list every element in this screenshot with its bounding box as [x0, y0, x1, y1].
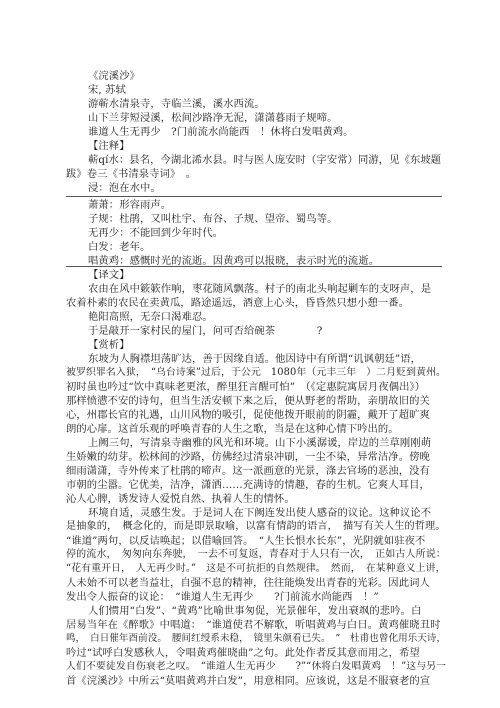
appreciation-line: 吟过“试呼白发感秋人，令唱黄鸡催晓曲”之句。此处作者反其意而用之，希望	[66, 647, 420, 659]
note-item: 蕲qí水：县名，今湖北浠水县。时与医人庞安时（字安常）同游，见《东坡题	[88, 154, 442, 166]
poem-line: 谁道人生无再少 ?门前流水尚能西 ！休将白发唱黄鸡。	[88, 126, 354, 138]
appreciation-line: 心，州郡长官的礼遇，山川风物的吸引，促使他拨开眼前的阴霾，戴开了超旷爽	[66, 409, 430, 421]
appreciation-line: 人们惯用“白发”、“黄鸡”比喻世事匆促，光景催年，发出衰飒的悲吟。白	[88, 605, 422, 617]
appreciation-heading: 【赏析】	[88, 339, 130, 351]
appreciation-line: 环境自适，灵感生发。于是词人在下阙连发出使人感奋的议论。这种议论不	[88, 507, 432, 519]
note-item: 浸：泡在水中。	[88, 182, 161, 194]
appreciation-line: 鸣， 白日催年酉前没。 腰间红绶系未稳， 镜里朱颜看已失。 ” 杜甫也曾化用乐天诗，	[66, 633, 447, 644]
divider-line	[66, 266, 442, 267]
appreciation-line: 被罗织罪名入狱， “乌台诗案”过后，于公元 1080年（元丰三年 ）二月贬到黄州。	[66, 367, 447, 378]
notes-heading: 【注释】	[88, 140, 130, 152]
appreciation-line: 居易当年在《醉歌》中唱道： “谁道使君不解歌，听唱黄鸡与白日。黄鸡催晓丑时	[66, 619, 441, 631]
appreciation-line: “花有重开日， 人无再少时。” 这是不可抗拒的自然规律。 然而， 在某种意义上讲，	[66, 563, 446, 574]
appreciation-line: 市朝的尘嚣。它优美，洁净，潇洒……充满诗的情趣，春的生机。它爽人耳目，	[66, 479, 430, 491]
translation-line: 农着朴素的农民在卖黄瓜，路途遥远，酒意上心头，昏昏然只想小憩一番。	[66, 297, 410, 309]
appreciation-line: 初时虽也吟过“饮中真味老更浓，醉里狂言醒可怕” （《定惠院寓居月夜偶出》）	[66, 381, 426, 393]
appreciation-line: 沁人心脾，诱发诗人爱悦自然、执着人生的情怀。	[66, 493, 295, 505]
note-item: 白发：老年。	[88, 241, 151, 253]
note-item: 子规：杜鹃，又叫杜宇、布谷、子规、望帝、蜀鸟等。	[88, 213, 338, 225]
appreciation-line: “谁道”两句，以反诘唤起；以借喻回答。 “人生长恨水长东”，光阴就如驻夜不	[66, 535, 426, 547]
translation-line: 于是敲开一家村民的屋门，问可否给碗茶 ?	[88, 325, 323, 337]
appreciation-line: 细雨潇潇，寺外传来了杜鹃的啼声。这一派画意的光景，涤去官场的恶浊，没有	[66, 465, 430, 477]
appreciation-line: 是抽象的， 概念化的，而是即景取喻，以富有情韵的语言， 描写有关人生的哲理。	[66, 521, 446, 532]
divider-line	[66, 196, 442, 197]
appreciation-line: 那样愤懑不安的诗句，但当生活安顿下来之后，便从野老的帮助，亲朋故旧的关	[66, 395, 430, 407]
translation-line: 农由在风中簌簌作响，枣花随风飘落。村子的南北头响起剿车的支呀声，是	[88, 283, 432, 295]
poem-title: 《浣溪沙》	[88, 70, 140, 82]
note-item: 无再少：不能回到少年时代。	[88, 227, 224, 239]
note-item: 唱黄鸡：感慨时光的流逝。因黄鸡可以报晓，表示时光的流逝。	[88, 255, 380, 267]
poem-line: 山下兰芽短浸溪，松间沙路净无泥，潇潇暮雨子规啼。	[88, 112, 338, 124]
poem-author: 宋, 苏轼	[88, 84, 126, 96]
appreciation-line: 东坡为人胸襟坦荡旷达，善于因缘自适。他因诗中有所谓“讥讽朝廷”语，	[88, 353, 422, 365]
note-item: 跋》卷三《书清泉寺词》 。	[66, 168, 197, 180]
appreciation-line: 人未始不可以老当益壮，自强不息的精神，往往能焕发出青春的光彩。因此词人	[66, 577, 430, 589]
appreciation-line: 首《浣溪沙》中所云“莫唱黄鸡并白发”，用意相同。应该说，这是不服衰老的宣	[66, 675, 431, 687]
appreciation-line: 停的流水， 匆匆向东奔驶， 一去不可复返，青春对于人只有一次， 正如古人所说：	[66, 549, 447, 560]
appreciation-line: 发出令人振奋的议论： “谁道人生无再少 ?门前流水尚能西 ！”	[66, 591, 379, 603]
appreciation-line: 人们不要徒发自伤衰老之叹。 “谁道人生无再少 ?”“休将白发唱黄鸡 ！”这与另一	[66, 661, 447, 672]
appreciation-line: 朗的心扉。这首乐观的呼唤青春的人生之歌，当是在这种心情下吟出的。	[66, 423, 399, 435]
poem-preface: 游蕲水清泉寺，寺临兰溪，溪水西流。	[88, 98, 265, 110]
translation-line: 艳阳高照，无奈口渴难忍。	[88, 311, 213, 323]
note-item: 萧萧：形容雨声。	[88, 199, 172, 211]
appreciation-line: 生娇嫩的幼芽。松林间的沙路，仿佛经过清泉冲刷，一尘不染，异常洁净。傍晚	[66, 451, 430, 463]
translation-heading: 【译文】	[88, 269, 130, 281]
appreciation-line: 上阙三句，写清泉寺幽雅的风光和环境。山下小溪潺谖，岸边的兰草刚刚萌	[88, 437, 432, 449]
